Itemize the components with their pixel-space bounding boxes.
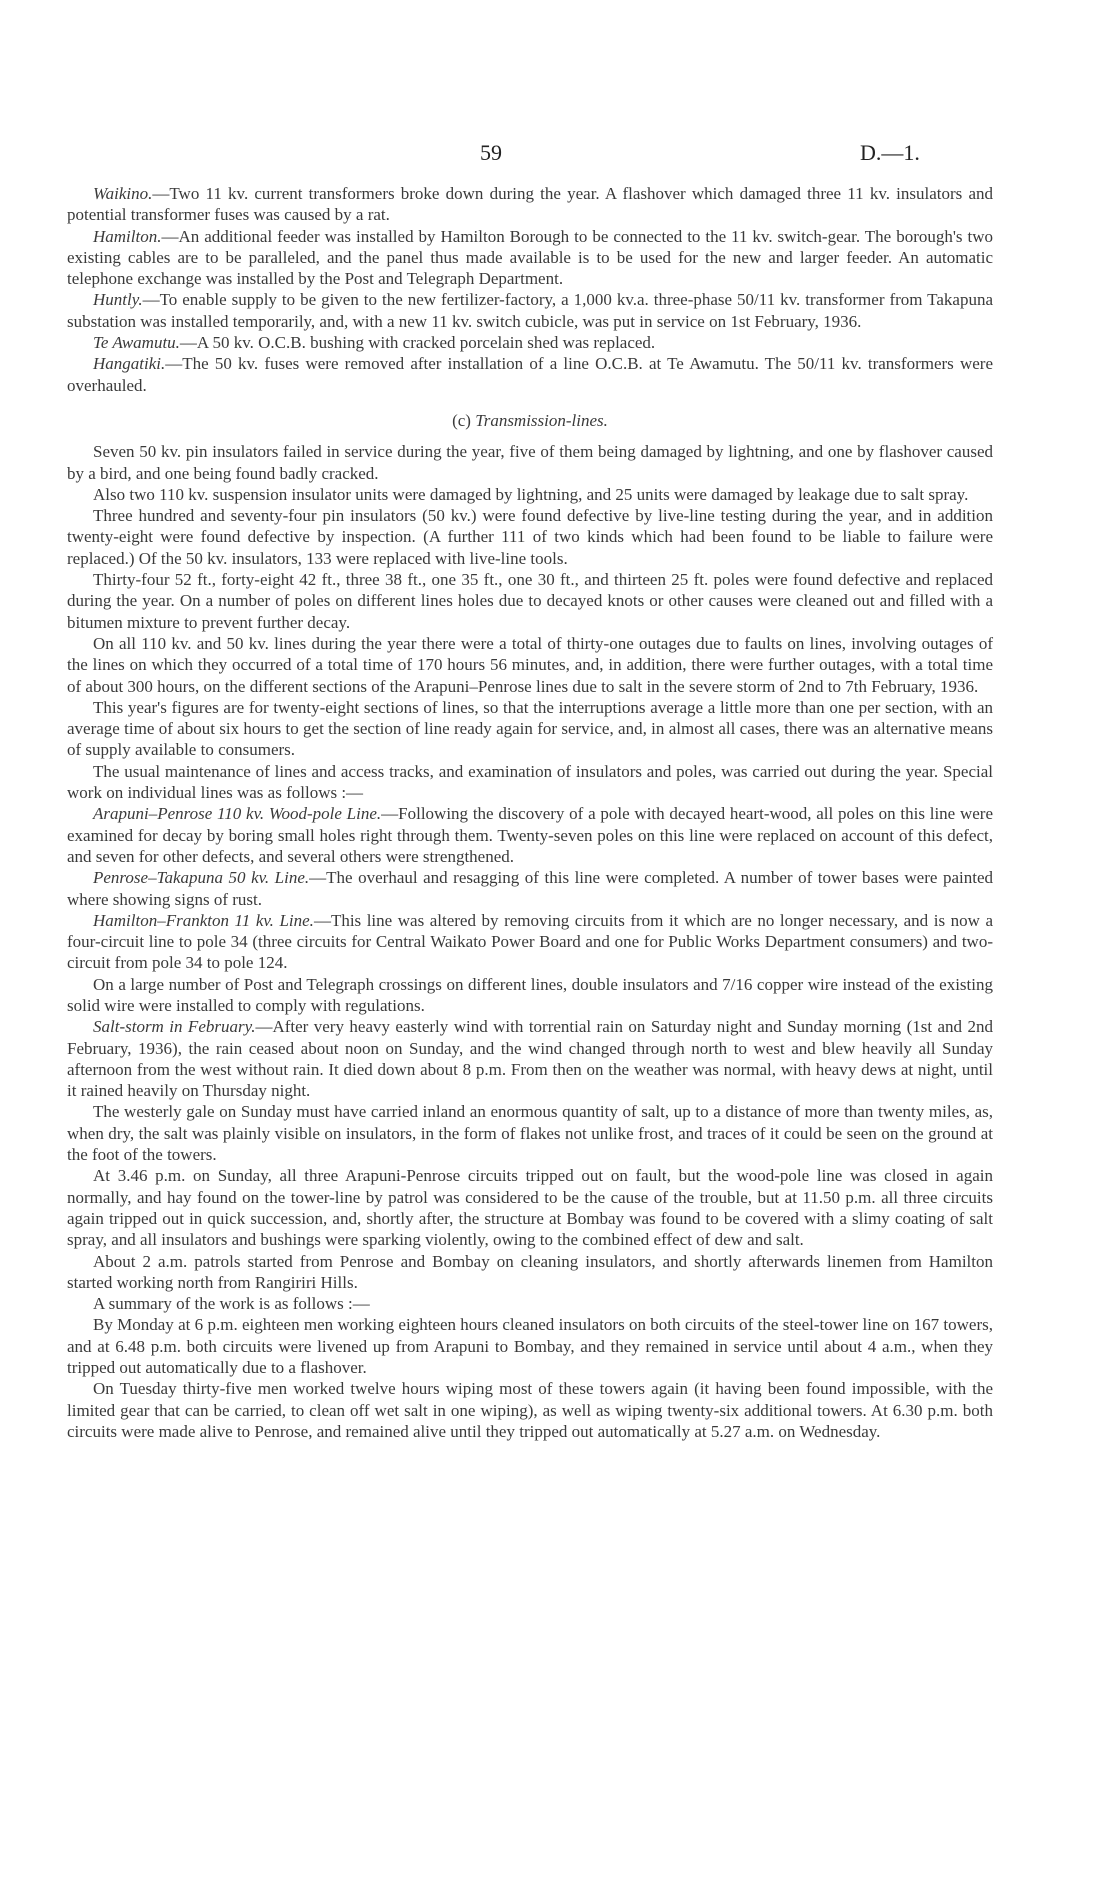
body-text	[67, 183, 993, 1442]
paragraph: Thirty-four 52 ft., forty-eight 42 ft., three 38 ft., one 35 ft., one 30 ft., and thirteen 25 ft. poles were found defective and replaced during the year. On a number of poles on different lines holes due to decayed knots or other causes were cleaned out and filled with a bitumen mixture to prevent further decay.	[67, 570, 993, 632]
paragraph: A summary of the work is as follows :—	[93, 1294, 370, 1314]
paragraph-penrose-takapuna-line	[67, 867, 993, 910]
paragraph-text: —This line was altered by removing circuits from it which are no longer necessary, and is now a four-circuit line to pole 34 (three circuits for Central Waikato Power Board and one for Public Works Department consumers) and two-circuit from pole 34 to pole 124.	[67, 910, 993, 973]
paragraph-lead: Waikino.	[93, 184, 153, 203]
paragraph: The usual maintenance of lines and access tracks, and examination of insulators and poles, was carried out during the year. Special work on individual lines was as follows :—	[67, 761, 993, 803]
paragraph: Three hundred and seventy-four pin insulators (50 kv.) were found defective by live-line testing during the year, and in addition twenty-eight were found defective by inspection. (A further 111 of two kinds which had been found to be liable to failure were replaced.) Of the 50 kv. insulators, 133 were replaced with live-line tools.	[67, 506, 993, 568]
paragraph-lead: Salt-storm in February.	[93, 1017, 256, 1037]
paragraph-text: —Two 11 kv. current transformers broke down during the year. A flashover which damaged three 11 kv. insulators and potential transformer fuses was caused by a rat.	[67, 184, 993, 225]
paragraph-lead: Arapuni–Penrose 110 kv. Wood-pole Line.	[93, 804, 382, 824]
paragraph-text: —Following the discovery of a pole with decayed heart-wood, all poles on this line were examined for decay by boring small holes right through them. Twenty-seven poles on this line were replaced on account of this defect, and seven for other defects, and several others were strengthened.	[67, 804, 994, 866]
paragraph: On Tuesday thirty-five men worked twelve hours wiping most of these towers again (it having been found impossible, with the limited gear that can be carried, to clean off wet salt in one wiping), as well as wiping twenty-six additional towers. At 6.30 p.m. both circuits were made alive to Penrose, and remained alive until they tripped out automatically at 5.27 a.m. on Wednesday.	[67, 1379, 993, 1441]
paragraph: About 2 a.m. patrols started from Penrose and Bombay on cleaning insulators, and shortly afterwards linemen from Hamilton started working north from Rangiriri Hills.	[67, 1251, 993, 1292]
paragraph: Also two 110 kv. suspension insulator units were damaged by lightning, and 25 units were damaged by leakage due to salt spray.	[93, 484, 969, 504]
paragraph-lead: Hamilton.	[93, 226, 162, 246]
paragraph-lead: Penrose–Takapuna 50 kv. Line.	[93, 868, 310, 888]
paragraph: Seven 50 kv. pin insulators failed in service during the year, five of them being damaged by lightning, and one by flashover caused by a bird, and one being found badly cracked.	[67, 442, 993, 483]
paragraph-lead: Huntly.	[93, 290, 143, 310]
paragraph-text: —An additional feeder was installed by Hamilton Borough to be connected to the 11 kv. switch-gear. The borough's two existing cables are to be paralleled, and the panel thus made available is to be used for the new and larger feeder. An automatic telephone exchange was installed by the Post and Telegraph Department.	[67, 226, 993, 289]
paragraph: On a large number of Post and Telegraph crossings on different lines, double insulators and 7/16 copper wire instead of the existing solid wire were installed to comply with regulations.	[67, 974, 993, 1015]
paragraph-hangatiki	[67, 353, 993, 396]
section-prefix: (c)	[452, 410, 476, 430]
paragraph-text: —The overhaul and resagging of this line were completed. A number of tower bases were painted where showing signs of rust.	[67, 868, 993, 909]
paragraph-arapuni-penrose-line	[67, 803, 993, 867]
page-number: 59	[480, 140, 502, 165]
paragraph: This year's figures are for twenty-eight sections of lines, so that the interruptions average a little more than one per section, with an average time of about six hours to get the section of line ready again for service, and, in almost all cases, there was an alternative means of supply available to consumers.	[67, 697, 993, 760]
paragraph-waikino	[67, 183, 993, 226]
paragraph-text: —A 50 kv. O.C.B. bushing with cracked porcelain shed was replaced.	[179, 333, 656, 353]
paragraph: At 3.46 p.m. on Sunday, all three Arapuni-Penrose circuits tripped out on fault, but the wood-pole line was closed in again normally, and hay found on the tower-line by patrol was considered to be the cause of the trouble, but at 11.50 p.m. all three circuits again tripped out in quick succession, and, shortly after, the structure at Bombay was found to be covered with a slimy coating of salt spray, and all insulators and bushings were sparking violently, owing to the combined effect of dew and salt.	[67, 1166, 993, 1250]
paragraph-te-awamutu	[67, 332, 993, 353]
paragraph: On all 110 kv. and 50 kv. lines during the year there were a total of thirty-one outages due to faults on lines, involving outages of the lines on which they occurred of a total time of 170 hours 56 minutes, and, in addition, there were further outages, with a total time of about 300 hours, on the different sections of the Arapuni–Penrose lines due to salt in the severe storm of 2nd to 7th February, 1936.	[67, 633, 993, 696]
paragraph-huntly	[67, 289, 993, 332]
section-title: Transmission-lines.	[475, 410, 608, 430]
paragraph-hamilton-frankton-line	[67, 910, 993, 974]
paragraph-hamilton	[67, 226, 993, 290]
paragraph-lead: Te Awamutu.	[93, 333, 180, 353]
paragraph-text: —The 50 kv. fuses were removed after installation of a line O.C.B. at Te Awamutu. The 50/11 kv. transformers were overhauled.	[67, 354, 993, 395]
paragraph-lead: Hamilton–Frankton 11 kv. Line.	[93, 910, 314, 930]
paragraph: The westerly gale on Sunday must have carried inland an enormous quantity of salt, up to a distance of more than twenty miles, as, when dry, the salt was plainly visible on insulators, in the form of flakes not unlike frost, and traces of it could be seen on the ground at the foot of the towers.	[67, 1102, 993, 1165]
page-header	[0, 140, 1114, 174]
section-heading	[67, 410, 993, 431]
paragraph: By Monday at 6 p.m. eighteen men working eighteen hours cleaned insulators on both circuits of the steel-tower line on 167 towers, and at 6.48 p.m. both circuits were livened up from Arapuni to Bombay, and they remained in service until about 4 a.m., when they tripped out automatically due to a flashover.	[67, 1315, 993, 1378]
document-reference: D.—1.	[860, 140, 920, 165]
paragraph-lead: Hangatiki.	[93, 354, 166, 374]
paragraph-salt-storm	[67, 1016, 993, 1101]
paragraph-text: —To enable supply to be given to the new fertilizer-factory, a 1,000 kv.a. three-phase 50/11 kv. transformer from Takapuna substation was installed temporarily, and, with a new 11 kv. switch cubicle, was put in service on 1st February, 1936.	[67, 290, 993, 331]
paragraph-text: —After very heavy easterly wind with torrential rain on Saturday night and Sunday morning (1st and 2nd February, 1936), the rain ceased about noon on Sunday, and the wind changed through north to west and blew heavily all Sunday afternoon from the west without rain. It died down about 8 p.m. From then on the weather was normal, with heavy dews at night, until it rained heavily on Thursday night.	[67, 1017, 993, 1101]
